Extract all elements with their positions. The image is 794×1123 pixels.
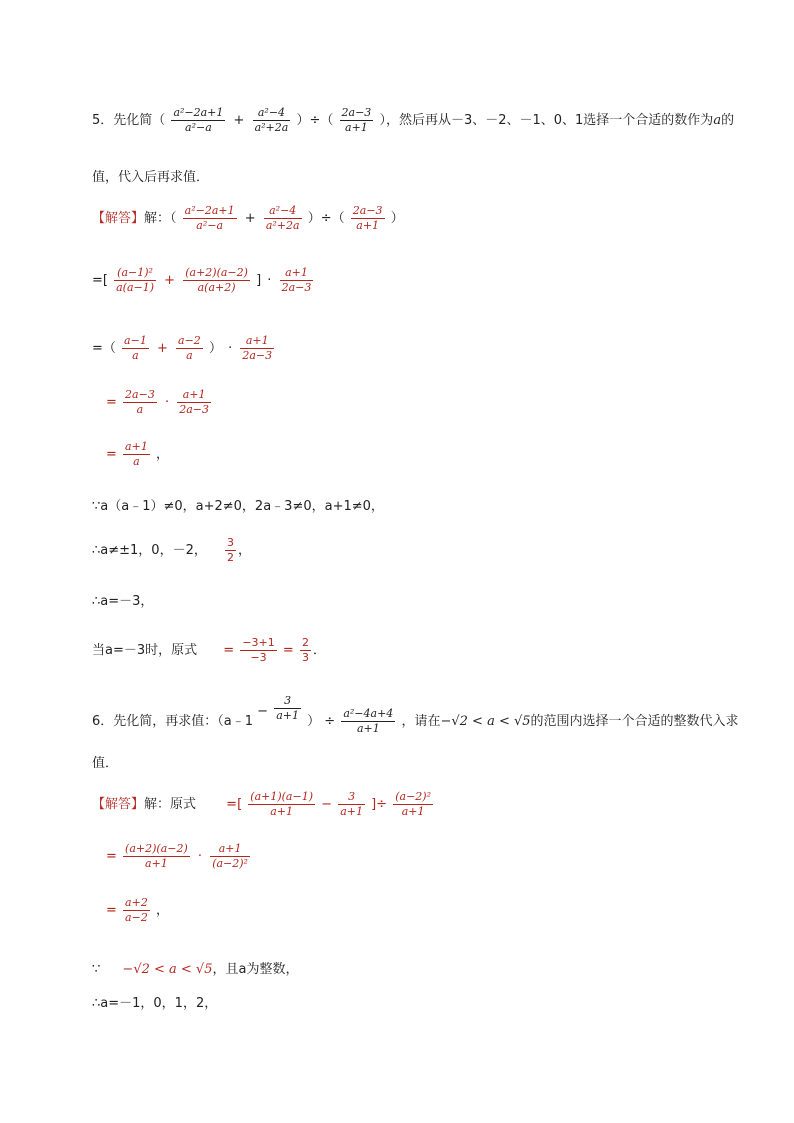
- s5-l3-pre: =（: [92, 341, 116, 356]
- s5-eq-end: ．: [312, 643, 326, 658]
- s5-frac-three-halves: $\frac{3}{2}$: [226, 536, 234, 564]
- s6-line1: [92, 790, 435, 819]
- q6-div: ÷: [324, 714, 336, 729]
- s6-line2: = $\frac{(a+2)(a-2)}{a+1}$ · $\frac{a+1}{\text{(a−2)²}}$: [106, 842, 248, 870]
- s5-l4-pre: =: [106, 395, 117, 410]
- s5-because: ∵a（a﹣1）≠0，a+2≠0，2a﹣3≠0，a+1≠0，: [92, 499, 384, 514]
- q6-fraction-2: $\frac{\text{a²−4a+4}}{a+1}$: [343, 707, 394, 735]
- s6-l1-post: ]÷: [371, 797, 388, 812]
- s5-l3-fraction-2: $\frac{a-2}{a}$: [178, 334, 201, 362]
- q5-div: ）÷（: [296, 113, 334, 128]
- s5-line5: [106, 440, 169, 469]
- q6-range: −√2 < a < √5: [440, 714, 531, 729]
- q5-intro: 先化简（: [113, 113, 166, 128]
- s6-l2-fraction-1: $\frac{(a+2)(a-2)}{a+1}$: [125, 842, 188, 870]
- s6-range: −√2 < a < √5: [122, 962, 213, 977]
- s5-eq-fraction-1: $\frac{-3+1}{-3}$: [242, 636, 275, 664]
- s5-l3-post: ）: [208, 341, 222, 356]
- s6-therefore: ∴a=－1，0，1，2，: [92, 996, 218, 1011]
- s5-fraction-1: $\frac{\text{a²−2a+1}}{\text{a²−a}}$: [184, 204, 235, 232]
- s6-because-tail: ，且a为整数，: [212, 962, 299, 977]
- q6-line2: 值．: [92, 756, 119, 771]
- s5-line1: 【解答】解：（ $\frac{\text{a²−2a+1}}{\text{a²−a}}$ + $\frac{\text{a²−4}}{\text{a²+2a}}$ ）÷（ $\frac{2a-3}{a+1}$ ）: [92, 204, 404, 232]
- s6-because-symbol: ∵: [92, 962, 101, 977]
- s5-therefore1-end: ，: [237, 543, 251, 558]
- s6-l1-fraction-1: $\frac{(a+1)(a-1)}{a+1}$: [250, 790, 313, 818]
- s6-l1-pre: =[: [226, 797, 243, 812]
- s5-therefore1: [92, 536, 251, 565]
- s5-fraction-3: $\frac{2a-3}{a+1}$: [352, 204, 383, 232]
- s5-therefore1-text: ∴a≠±1，0，－2，: [92, 543, 207, 558]
- s5-line4: = $\frac{2a-3}{a}$ · $\frac{a+1}{2a-3}$: [106, 388, 210, 416]
- s6-l1-fraction-2: $\frac{3}{a+1}$: [340, 790, 363, 818]
- s5-l2-post: ]: [256, 273, 262, 288]
- s5-l2-pre: =[: [92, 273, 108, 288]
- s5-line2: =[ $\frac{\text{(a−1)²}}{a(a-1)}$ + $\frac{(a+2)(a-2)}{a(a+2)}$ ] · $\frac{a+1}{2a-3}$: [92, 266, 312, 294]
- q5-fraction-1: $\frac{\text{a²−2a+1}}{\text{a²−a}}$: [173, 106, 224, 134]
- s5-fraction-2: $\frac{\text{a²−4}}{\text{a²+2a}}$: [265, 204, 300, 232]
- s5-therefore2: ∴a=－3，: [92, 594, 154, 609]
- s5-l2-fraction-2: $\frac{(a+2)(a-2)}{a(a+2)}$: [185, 266, 248, 294]
- q6-number: 6．: [92, 714, 114, 729]
- s5-l2-fraction-3: $\frac{a+1}{2a-3}$: [281, 266, 312, 294]
- s6-jie: 解：原式: [144, 797, 197, 812]
- q5-fraction-2: $\frac{\text{a²−4}}{\text{a²+2a}}$: [254, 106, 289, 134]
- q6-minus: −: [257, 704, 269, 719]
- s6-l2-fraction-2: $\frac{a+1}{\text{(a−2)²}}$: [212, 842, 248, 870]
- s6-line3: [106, 896, 169, 925]
- q6-line1: [92, 694, 739, 736]
- s5-jie: 解：（: [144, 211, 177, 226]
- q6-close: ）: [307, 714, 321, 729]
- s6-l1-minus: −: [321, 797, 333, 812]
- s6-answer-tag: 【解答】: [92, 797, 145, 812]
- s5-eq-fraction-2: $\frac{2}{3}$: [301, 636, 309, 664]
- s6-l2-pre: =: [106, 849, 117, 864]
- s5-l4-fraction-1: $\frac{2a-3}{a}$: [125, 388, 155, 416]
- q6-mid: ，请在: [401, 714, 441, 729]
- s5-l5-fraction: $\frac{a+1}{a}$: [125, 440, 148, 468]
- s5-l3-fraction-1: $\frac{a-1}{a}$: [124, 334, 147, 362]
- s5-l2-fraction-1: $\frac{\text{(a−1)²}}{a(a-1)}$: [116, 266, 155, 294]
- s6-l1-fraction-3: $\frac{\text{(a−2)²}}{a+1}$: [395, 790, 431, 818]
- s5-close: ）: [390, 211, 404, 226]
- s5-eq-pre: =: [223, 643, 235, 658]
- s6-l3-post: ，: [155, 903, 169, 918]
- q5-line1: 5．先化简（ $\frac{\text{a²−2a+1}}{\text{a²−a}}$ + $\frac{\text{a²−4}}{\text{a²+2a}}$ ）÷（ $\frac{2a-3}{a+1}$ ），然后再从－3、－2、－1、0、1选择一个合适的数作为a的: [92, 106, 735, 134]
- q6-tail: 的范围内选择一个合适的整数代入求: [530, 714, 739, 729]
- s6-l3-fraction: $\frac{a+2}{a-2}$: [125, 896, 148, 924]
- s5-div: ）÷（: [307, 211, 345, 226]
- s5-eq-mid: =: [282, 643, 294, 658]
- q5-tail2: 的: [721, 113, 735, 128]
- q5-line2: 值，代入后再求值．: [92, 170, 210, 185]
- q5-tail: ），然后再从－3、－2、－1、0、1选择一个合适的数作为: [379, 113, 714, 128]
- q5-number: 5．: [92, 113, 114, 128]
- s5-line3: =（ $\frac{a-1}{a}$ + $\frac{a-2}{a}$ ） · $\frac{a+1}{2a-3}$: [92, 334, 273, 362]
- s5-answer-tag: 【解答】: [92, 211, 145, 226]
- s5-l3-fraction-3: $\frac{a+1}{2a-3}$: [242, 334, 273, 362]
- s6-because: [92, 958, 298, 977]
- s5-when: [92, 636, 326, 665]
- q6-intro: 先化简，再求值：（a﹣1: [113, 714, 254, 729]
- s5-l5-post: ，: [155, 447, 169, 462]
- s5-when-text: 当a=－3时，原式: [92, 643, 198, 658]
- s6-l3-pre: =: [106, 903, 117, 918]
- s5-l4-fraction-2: $\frac{a+1}{2a-3}$: [179, 388, 210, 416]
- q5-var: a: [713, 113, 722, 128]
- s5-l5-pre: =: [106, 447, 117, 462]
- q5-fraction-3: $\frac{2a-3}{a+1}$: [341, 106, 372, 134]
- q6-fraction-1: $\frac{3}{a+1}$: [276, 694, 299, 722]
